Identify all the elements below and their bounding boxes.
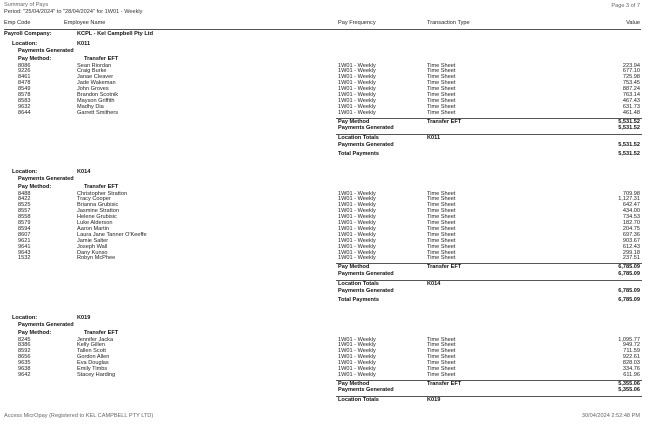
pay-value: 461.48 xyxy=(622,109,640,116)
column-header-employee-name: Employee Name xyxy=(64,20,106,26)
emp-code: 9643 xyxy=(18,249,31,256)
table-row xyxy=(0,256,662,262)
pay-method-value: Transfer EFT xyxy=(84,183,119,190)
pay-frequency: 1W01 - Weekly xyxy=(338,202,376,209)
payments-generated-total-label: Payments Generated xyxy=(338,124,394,131)
pay-value: 763.14 xyxy=(622,92,640,98)
pay-value: 677.10 xyxy=(622,68,640,75)
transaction-type: Time Sheet xyxy=(427,109,456,116)
subtotal-rule xyxy=(336,380,642,381)
transaction-type: Time Sheet xyxy=(427,342,456,349)
transaction-type: Time Sheet xyxy=(427,366,456,372)
pay-value: 949.72 xyxy=(622,342,640,349)
report-period: Period: "25/04/2024" to "28/04/2024" for 1W01 - Weekly xyxy=(4,9,143,15)
employee-name: Tracy Cooper xyxy=(77,196,111,203)
pay-frequency: 1W01 - Weekly xyxy=(338,68,376,75)
location-totals-label: Location Totals xyxy=(338,397,379,403)
payments-generated-total-value: 6,785.09 xyxy=(618,270,640,277)
location-totals-rule xyxy=(336,280,642,281)
pay-frequency: 1W01 - Weekly xyxy=(338,74,376,81)
pay-frequency: 1W01 - Weekly xyxy=(338,103,376,110)
pay-value: 237.51 xyxy=(622,255,640,262)
pay-value: 334.76 xyxy=(622,366,640,372)
transaction-type: Time Sheet xyxy=(427,190,456,197)
pay-value: 903.67 xyxy=(622,237,640,244)
emp-code: 8525 xyxy=(18,202,31,209)
pay-frequency: 1W01 - Weekly xyxy=(338,208,376,215)
location-label: Location: xyxy=(12,315,38,321)
location-payments-generated-label: Payments Generated xyxy=(338,142,394,149)
transaction-type: Time Sheet xyxy=(427,80,456,87)
pay-method-label: Pay Method: xyxy=(18,55,52,62)
employee-name: Madhy Dia xyxy=(77,103,104,110)
employee-name: John Groves xyxy=(77,86,109,93)
employee-name: Luke Alderson xyxy=(77,220,113,226)
pay-method-total-label: Pay Method xyxy=(338,380,370,387)
pay-method-total-type: Transfer EFT xyxy=(427,118,462,125)
employee-name: Garrett Smithers xyxy=(77,109,119,116)
location-totals-label: Location Totals xyxy=(338,280,379,287)
pay-method-total-type: Transfer EFT xyxy=(427,264,462,271)
location-code: K014 xyxy=(77,169,91,175)
pay-frequency: 1W01 - Weekly xyxy=(338,231,376,238)
pay-value: 922.61 xyxy=(622,354,640,361)
pay-frequency: 1W01 - Weekly xyxy=(338,190,376,197)
pay-frequency: 1W01 - Weekly xyxy=(338,62,376,69)
pay-frequency: 1W01 - Weekly xyxy=(338,348,376,355)
pay-method-total-value: 5,355.06 xyxy=(618,380,640,387)
emp-code: 8592 xyxy=(18,348,31,355)
transaction-type: Time Sheet xyxy=(427,202,456,209)
employee-name: Helene Grubisic xyxy=(77,214,117,221)
pay-frequency: 1W01 - Weekly xyxy=(338,97,376,104)
total-payments-value: 6,785.09 xyxy=(618,296,640,303)
pay-value: 631.73 xyxy=(622,103,640,110)
footer-timestamp: 30/04/2024 2:52:48 PM xyxy=(581,413,640,419)
emp-code: 9621 xyxy=(18,237,31,244)
total-payments-value: 5,531.52 xyxy=(618,150,640,157)
payments-generated-total-label: Payments Generated xyxy=(338,270,394,277)
pay-value: 223.94 xyxy=(622,62,640,69)
pay-value: 612.43 xyxy=(622,243,640,250)
table-row xyxy=(0,373,662,379)
employee-name: Jennifer Jacka xyxy=(77,336,114,343)
employee-name: Brianna Grubisic xyxy=(77,202,119,209)
subtotal-rule xyxy=(336,118,642,119)
employee-name: Gordon Allen xyxy=(77,354,110,361)
employee-name: Robyn McPhee xyxy=(77,255,116,262)
emp-code: 8245 xyxy=(18,336,31,343)
pay-value: 467.43 xyxy=(622,97,640,104)
location-code: K019 xyxy=(77,315,91,321)
employee-name: Brandon Scotnik xyxy=(77,92,119,98)
employee-name: Christopher Stratton xyxy=(77,190,128,197)
pay-frequency: 1W01 - Weekly xyxy=(338,342,376,349)
employee-name: Janae Cleaver xyxy=(77,74,114,81)
pay-frequency: 1W01 - Weekly xyxy=(338,220,376,226)
header-rule xyxy=(4,29,641,30)
footer-registration: Access MicrOpay (Registered to KEL CAMPBELL PTY LTD) xyxy=(4,413,154,419)
column-header-row xyxy=(0,21,662,27)
employee-name: Eva Douglas xyxy=(77,360,109,367)
emp-code: 8549 xyxy=(18,86,31,93)
pay-frequency: 1W01 - Weekly xyxy=(338,80,376,87)
emp-code: 8656 xyxy=(18,354,31,361)
transaction-type: Time Sheet xyxy=(427,237,456,244)
pay-value: 299.18 xyxy=(622,249,640,256)
transaction-type: Time Sheet xyxy=(427,74,456,81)
pay-frequency: 1W01 - Weekly xyxy=(338,237,376,244)
transaction-type: Time Sheet xyxy=(427,249,456,256)
employee-name: Mayson Griffith xyxy=(77,97,115,104)
emp-code: 8579 xyxy=(18,220,31,226)
pay-value: 182.70 xyxy=(622,220,640,226)
payments-generated-total-value: 5,355.06 xyxy=(618,387,640,393)
transaction-type: Time Sheet xyxy=(427,225,456,232)
employee-name: Kelly Gillen xyxy=(77,342,105,349)
pay-frequency: 1W01 - Weekly xyxy=(338,243,376,250)
location-payments-generated-value: 6,785.09 xyxy=(618,288,640,294)
transaction-type: Time Sheet xyxy=(427,243,456,250)
pay-method-total-label: Pay Method xyxy=(338,118,370,125)
payments-generated-total-value: 5,531.52 xyxy=(618,124,640,131)
location-payments-generated-label: Payments Generated xyxy=(338,288,394,294)
transaction-type: Time Sheet xyxy=(427,103,456,110)
transaction-type: Time Sheet xyxy=(427,336,456,343)
subtotal-rule xyxy=(336,263,642,264)
pay-frequency: 1W01 - Weekly xyxy=(338,92,376,98)
pay-frequency: 1W01 - Weekly xyxy=(338,255,376,262)
pay-value: 1,127.31 xyxy=(618,196,640,203)
pay-value: 697.36 xyxy=(622,231,640,238)
emp-code: 9638 xyxy=(18,366,31,372)
employee-name: Sean Riordan xyxy=(77,62,112,69)
pay-frequency: 1W01 - Weekly xyxy=(338,360,376,367)
pay-method-total-value: 6,785.09 xyxy=(618,264,640,271)
pay-frequency: 1W01 - Weekly xyxy=(338,366,376,372)
pay-frequency: 1W01 - Weekly xyxy=(338,196,376,203)
location-totals-code: K011 xyxy=(427,134,441,141)
location-totals-code: K014 xyxy=(427,280,441,287)
pay-value: 725.98 xyxy=(622,74,640,81)
pay-value: 611.96 xyxy=(623,371,640,378)
payments-generated-heading: Payments Generated xyxy=(18,321,74,328)
transaction-type: Time Sheet xyxy=(427,208,456,215)
emp-code: 8558 xyxy=(18,214,31,221)
pay-method-total-label: Pay Method xyxy=(338,264,370,271)
emp-code: 8488 xyxy=(18,190,31,197)
employee-name: Craig Burke xyxy=(77,68,107,75)
emp-code: 8583 xyxy=(18,97,31,104)
pay-value: 753.45 xyxy=(622,80,640,87)
payments-generated-total-label: Payments Generated xyxy=(338,387,394,393)
payments-generated-heading: Payments Generated xyxy=(18,175,74,182)
emp-code: 1532 xyxy=(18,255,31,262)
pay-frequency: 1W01 - Weekly xyxy=(338,109,376,116)
location-totals-label: Location Totals xyxy=(338,134,379,141)
pay-method-total-value: 5,531.52 xyxy=(618,118,640,125)
emp-code: 8557 xyxy=(18,208,31,215)
pay-frequency: 1W01 - Weekly xyxy=(338,86,376,93)
emp-code: 9641 xyxy=(18,243,31,250)
employee-name: Jamie Salter xyxy=(77,237,109,244)
pay-method-label: Pay Method: xyxy=(18,329,52,336)
pay-value: 1,095.77 xyxy=(618,336,640,343)
employee-name: Jasmine Stratton xyxy=(77,208,119,215)
emp-code: 9632 xyxy=(18,103,31,110)
report-title: Summary of Pays xyxy=(4,2,49,8)
pay-value: 887.24 xyxy=(622,86,640,93)
transaction-type: Time Sheet xyxy=(427,214,456,221)
emp-code: 9635 xyxy=(18,360,31,367)
transaction-type: Time Sheet xyxy=(427,354,456,361)
emp-code: 9226 xyxy=(18,68,31,75)
pay-value: 434.00 xyxy=(622,208,640,215)
payments-generated-heading: Payments Generated xyxy=(18,47,74,54)
location-totals-rule xyxy=(336,396,642,397)
transaction-type: Time Sheet xyxy=(427,92,456,98)
transaction-type: Time Sheet xyxy=(427,231,456,238)
location-totals-code: K019 xyxy=(427,397,441,403)
pay-method-label: Pay Method: xyxy=(18,183,52,190)
pay-frequency: 1W01 - Weekly xyxy=(338,214,376,221)
employee-name: Stacey Harding xyxy=(77,371,116,378)
employee-name: Dany Kunso xyxy=(77,249,108,256)
pay-value: 828.03 xyxy=(622,360,640,367)
column-header-pay-frequency: Pay Frequency xyxy=(338,20,376,26)
payroll-company-value: KCPL - Kel Campbell Pty Ltd xyxy=(77,31,154,37)
total-payments-label: Total Payments xyxy=(338,150,379,157)
emp-code: 8478 xyxy=(18,80,31,87)
employee-name: Joseph Wall xyxy=(77,243,108,250)
pay-value: 204.75 xyxy=(622,225,640,232)
column-header-emp-code: Emp Code xyxy=(4,20,31,26)
pay-frequency: 1W01 - Weekly xyxy=(338,371,376,378)
transaction-type: Time Sheet xyxy=(427,196,456,203)
transaction-type: Time Sheet xyxy=(427,348,456,355)
transaction-type: Time Sheet xyxy=(427,97,456,104)
pay-value: 711.59 xyxy=(623,348,640,355)
pay-frequency: 1W01 - Weekly xyxy=(338,225,376,232)
transaction-type: Time Sheet xyxy=(427,62,456,69)
payroll-company-label: Payroll Company: xyxy=(4,31,52,37)
location-totals-rule xyxy=(336,134,642,135)
location-payments-generated-value: 5,531.52 xyxy=(618,142,640,149)
transaction-type: Time Sheet xyxy=(427,86,456,93)
pay-method-value: Transfer EFT xyxy=(84,329,119,336)
employee-name: Jade Wakeman xyxy=(77,80,116,87)
transaction-type: Time Sheet xyxy=(427,371,456,378)
location-label: Location: xyxy=(12,41,38,47)
employee-name: Tallen Scott xyxy=(77,348,106,355)
employee-name: Laura Jane Tanner O'Keeffe xyxy=(77,231,147,238)
pay-method-value: Transfer EFT xyxy=(84,55,119,62)
column-header-value: Value xyxy=(626,20,640,26)
emp-code: 8422 xyxy=(18,196,31,203)
pay-value: 734.53 xyxy=(622,214,640,221)
emp-code: 8594 xyxy=(18,225,31,232)
transaction-type: Time Sheet xyxy=(427,360,456,367)
emp-code: 8086 xyxy=(18,62,31,69)
location-code: K011 xyxy=(77,41,91,47)
pay-value: 709.98 xyxy=(622,190,640,197)
pay-frequency: 1W01 - Weekly xyxy=(338,249,376,256)
emp-code: 8386 xyxy=(18,342,31,349)
employee-name: Aaron Martin xyxy=(77,225,110,232)
column-header-transaction-type: Transaction Type xyxy=(427,20,470,26)
location-label: Location: xyxy=(12,169,38,175)
pay-frequency: 1W01 - Weekly xyxy=(338,336,376,343)
table-row xyxy=(0,111,662,117)
pay-value: 642.47 xyxy=(622,202,640,209)
employee-name: Emily Timbs xyxy=(77,366,108,372)
transaction-type: Time Sheet xyxy=(427,220,456,226)
pay-method-total-type: Transfer EFT xyxy=(427,380,462,387)
total-payments-label: Total Payments xyxy=(338,296,379,303)
emp-code: 9642 xyxy=(18,371,31,378)
emp-code: 8578 xyxy=(18,92,31,98)
transaction-type: Time Sheet xyxy=(427,68,456,75)
page-number: Page 3 of 7 xyxy=(611,3,640,9)
emp-code: 8644 xyxy=(18,109,31,116)
emp-code: 8607 xyxy=(18,231,31,238)
pay-frequency: 1W01 - Weekly xyxy=(338,354,376,361)
emp-code: 8461 xyxy=(18,74,31,81)
transaction-type: Time Sheet xyxy=(427,255,456,262)
